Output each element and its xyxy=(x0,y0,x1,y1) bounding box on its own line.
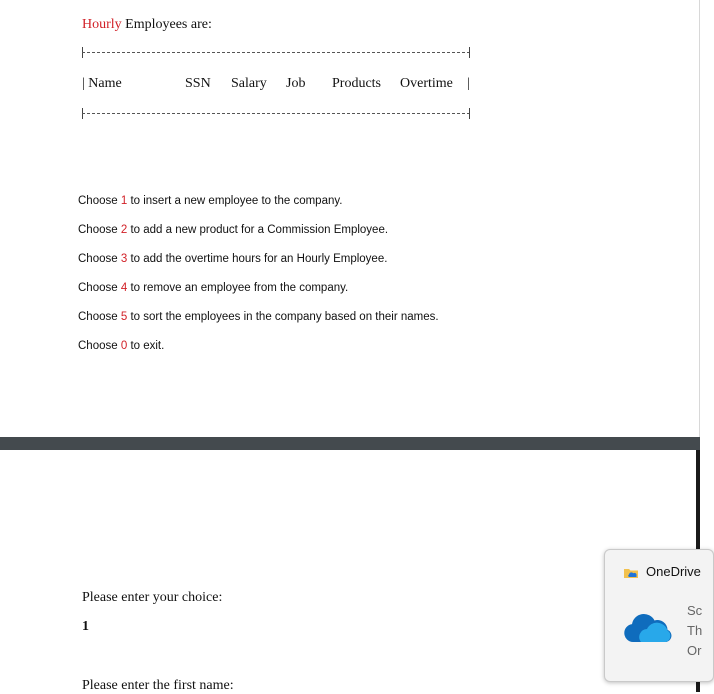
onedrive-cloud-icon xyxy=(623,610,671,646)
menu-option-5: Choose 5 to sort the employees in the company based on their names. xyxy=(78,311,439,323)
column-ssn: SSN xyxy=(185,76,211,91)
menu-option-3: Choose 3 to add the overtime hours for an Hourly Employee. xyxy=(78,253,388,265)
column-name: | Name xyxy=(82,76,122,91)
choice-value: 1 xyxy=(82,619,89,634)
prompt-first-name: Please enter the first name: xyxy=(82,678,234,693)
onedrive-notification[interactable] xyxy=(604,549,714,682)
notification-title: OneDrive xyxy=(646,564,701,579)
menu-option-4: Choose 4 to remove an employee from the company. xyxy=(78,282,349,294)
prompt-choice: Please enter your choice: xyxy=(82,590,223,605)
option-number: 2 xyxy=(120,224,128,236)
document-page-2 xyxy=(0,450,703,693)
notification-line-3: Or xyxy=(687,643,702,658)
option-number: 3 xyxy=(120,253,128,265)
option-number: 4 xyxy=(120,282,128,294)
notification-line-2: Th xyxy=(687,623,703,638)
table-bottom-border xyxy=(82,108,470,119)
menu-option-0: Choose 0 to exit. xyxy=(78,340,165,352)
table-top-border xyxy=(82,47,470,58)
option-number: 1 xyxy=(120,195,128,207)
onedrive-folder-icon xyxy=(623,565,639,579)
option-number: 5 xyxy=(120,311,128,323)
notification-line-1: Sc xyxy=(687,603,703,618)
hourly-employees-heading xyxy=(82,17,212,33)
column-overtime: Overtime xyxy=(400,76,453,91)
page-separator xyxy=(0,437,700,450)
column-products: Products xyxy=(332,76,381,91)
column-end-bar: | xyxy=(467,76,470,91)
column-salary: Salary xyxy=(231,76,267,91)
column-job: Job xyxy=(286,76,306,91)
menu-option-2: Choose 2 to add a new product for a Commission Employee. xyxy=(78,224,389,236)
menu-option-1: Choose 1 to insert a new employee to the company. xyxy=(78,195,343,207)
option-number: 0 xyxy=(120,340,128,352)
heading-rest: Employees are: xyxy=(121,17,212,32)
heading-highlight: Hourly xyxy=(82,17,122,32)
